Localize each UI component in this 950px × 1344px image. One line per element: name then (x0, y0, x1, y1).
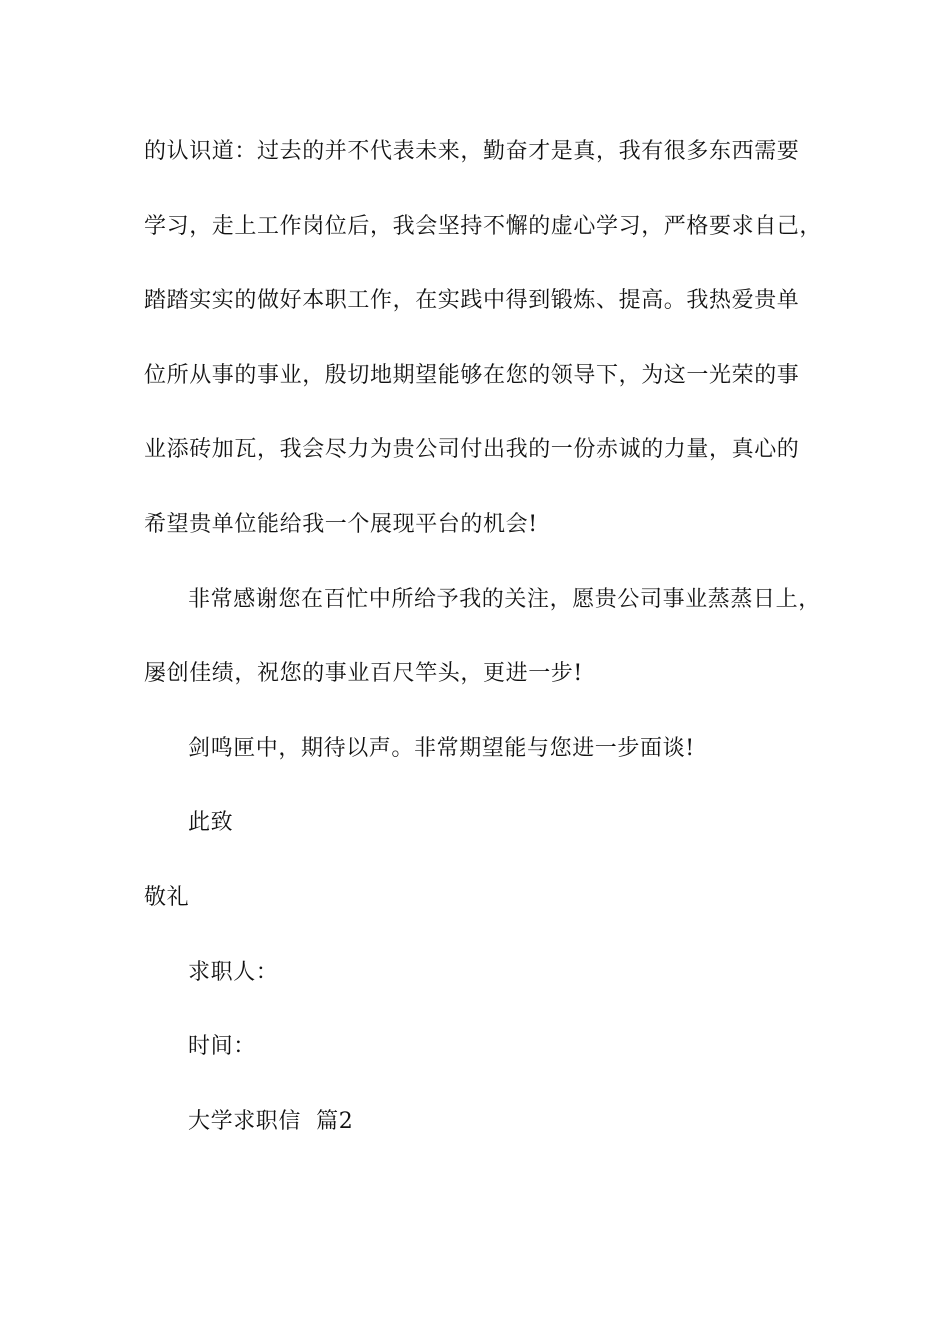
paragraph-closing: 剑鸣匣中，期待以声。非常期望能与您进一步面谈! (188, 736, 695, 761)
body-text-line: 踏踏实实的做好本职工作，在实践中得到锻炼、提高。我热爱贵单 (144, 288, 800, 313)
body-text-line: 希望贵单位能给我一个展现平台的机会! (144, 512, 538, 537)
body-text-line: 屡创佳绩，祝您的事业百尺竿头，更进一步! (144, 661, 583, 686)
salutation-line: 此致 (188, 810, 234, 835)
paragraph-thanks: 非常感谢您在百忙中所给予我的关注，愿贵公司事业蒸蒸日上， (188, 587, 821, 612)
body-text-line: 位所从事的事业，殷切地期望能够在您的领导下，为这一光荣的事 (144, 363, 800, 388)
body-text-line: 的认识道：过去的并不代表未来，勤奋才是真，我有很多东西需要 (144, 139, 800, 164)
body-text-line: 业添砖加瓦，我会尽力为贵公司付出我的一份赤诚的力量，真心的 (144, 437, 800, 462)
date-label: 时间： (188, 1034, 256, 1059)
applicant-label: 求职人： (188, 960, 279, 985)
section-heading: 大学求职信 篇2 (188, 1109, 354, 1134)
salutation-regards: 敬礼 (144, 885, 190, 910)
body-text-line: 学习，走上工作岗位后，我会坚持不懈的虚心学习，严格要求自己， (144, 214, 823, 239)
